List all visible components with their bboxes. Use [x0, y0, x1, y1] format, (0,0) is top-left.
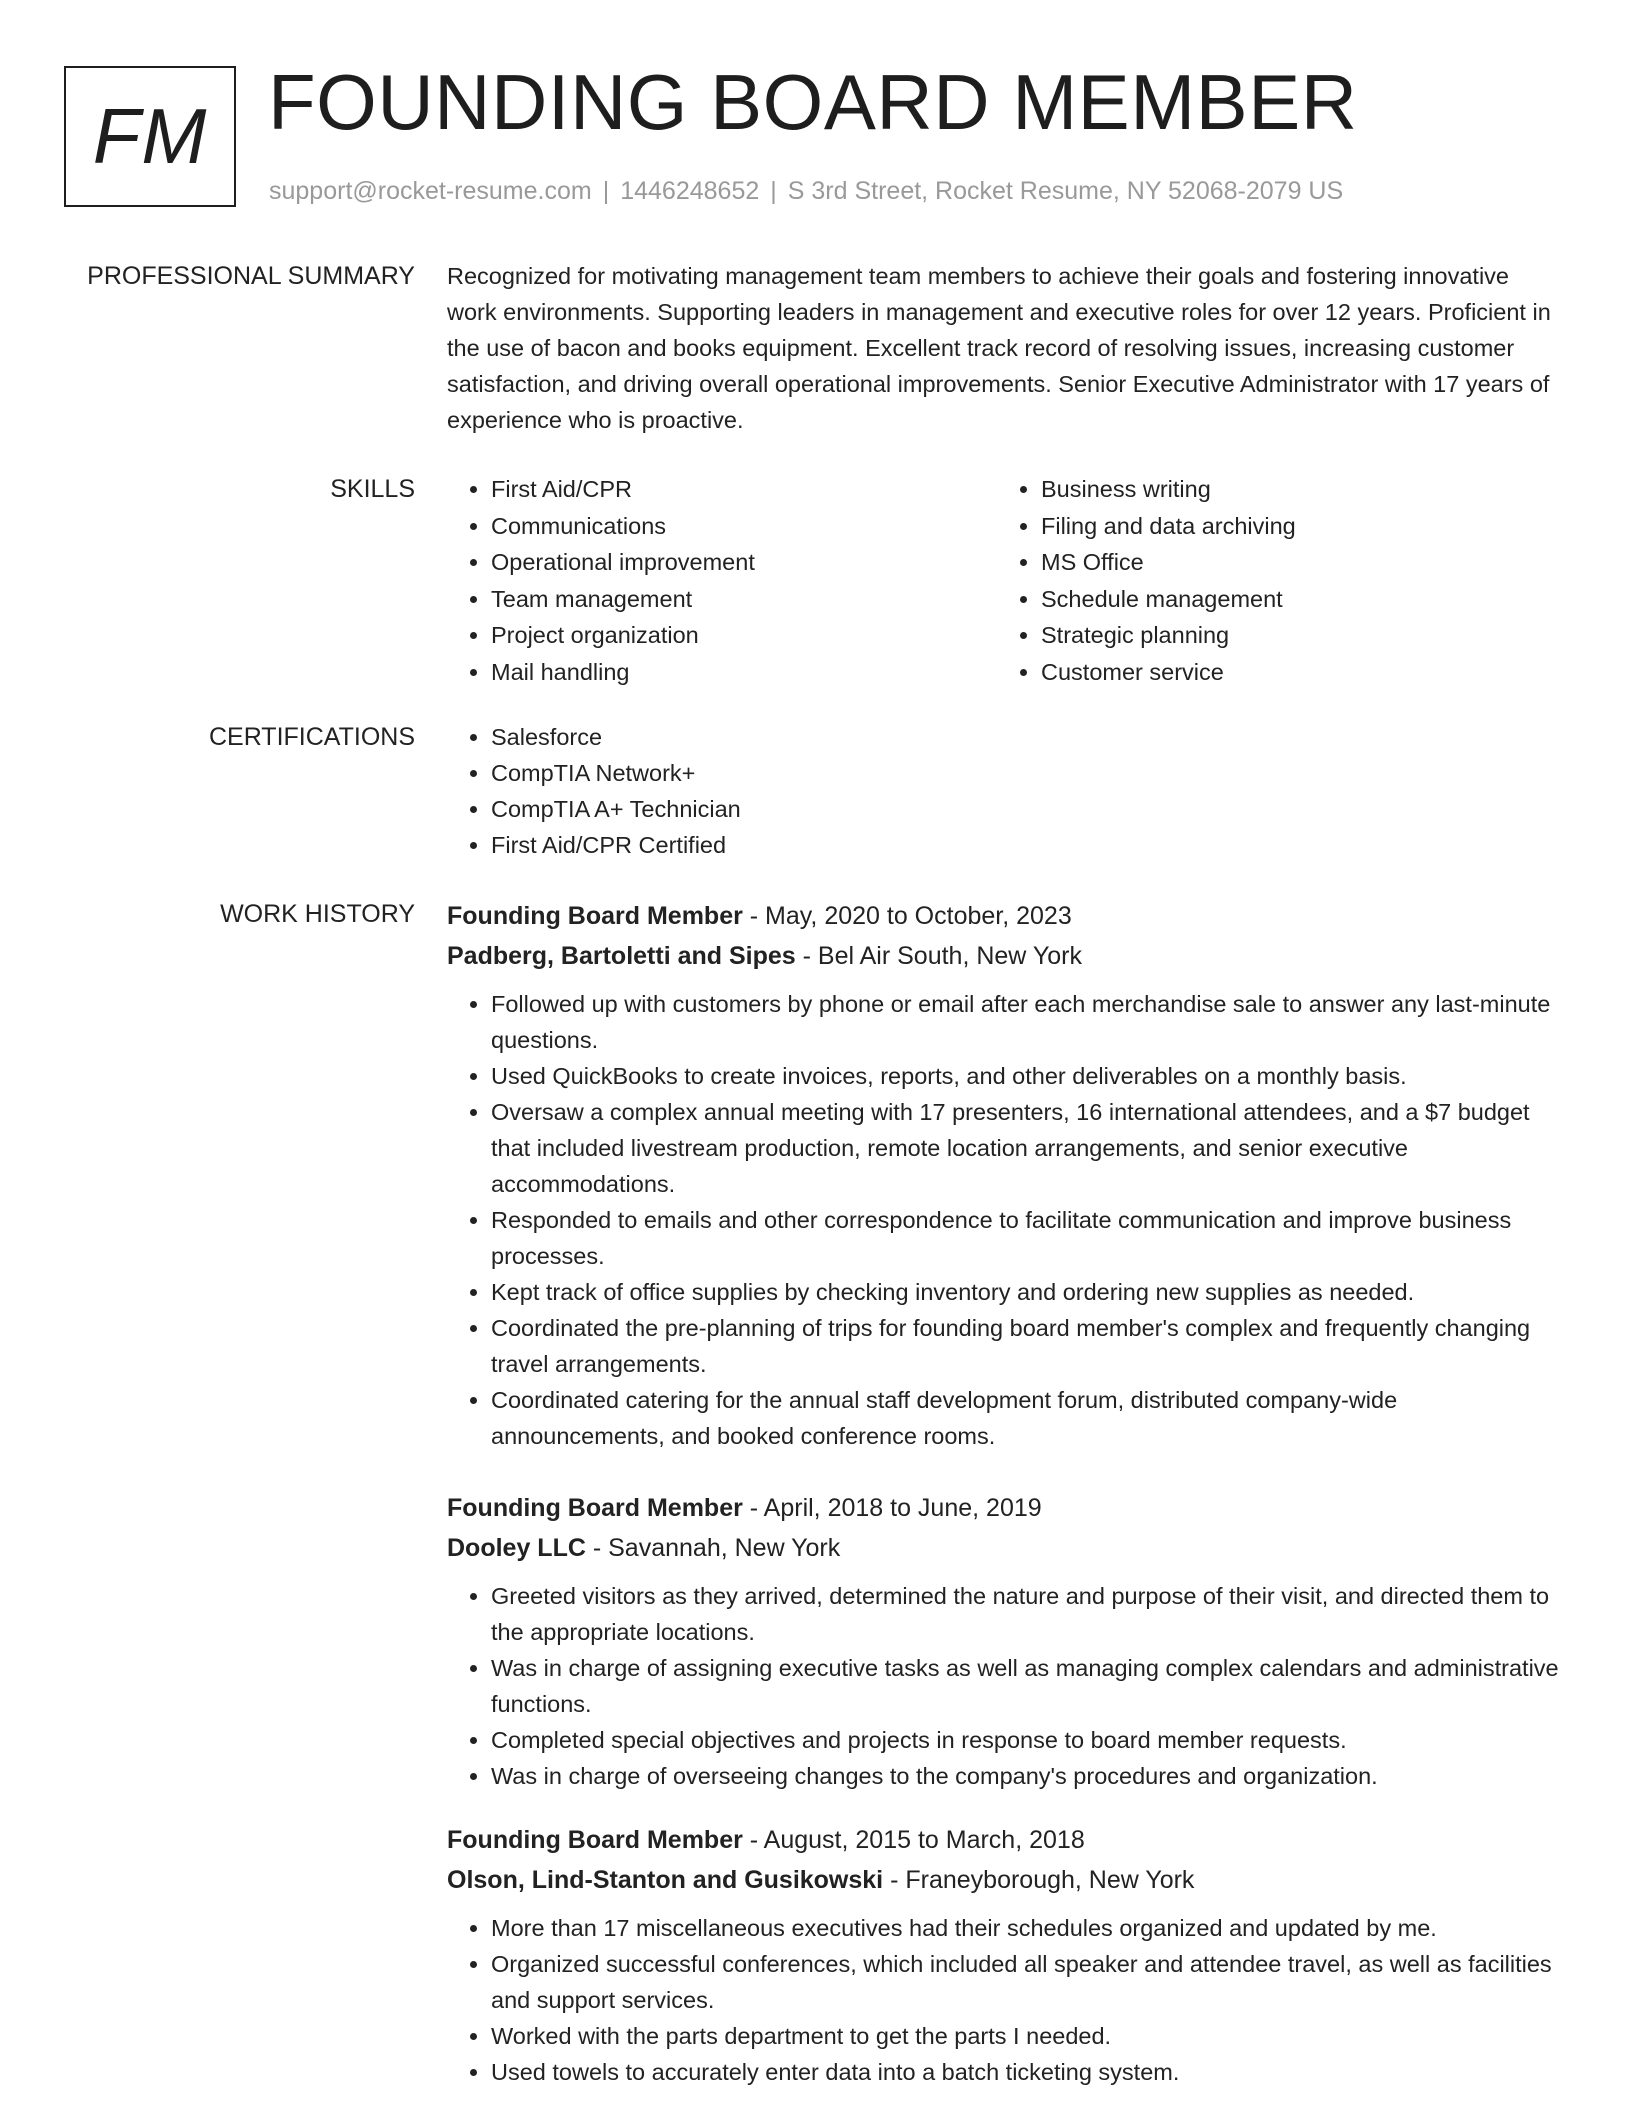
certification-item: • CompTIA A+ Technician: [491, 791, 1562, 827]
job-company: Olson, Lind-Stanton and Gusikowski: [447, 1866, 884, 1894]
job-bullet: • Used towels to accurately enter data into a batch ticketing system.: [491, 2054, 1562, 2090]
job-company-line: [447, 936, 1562, 976]
monogram-box: [64, 66, 236, 207]
job-entry: [447, 896, 1562, 1454]
job-bullet: • Coordinated catering for the annual staff development forum, distributed company-wide announcements, and booked conference rooms.: [491, 1382, 1562, 1454]
certification-item: • First Aid/CPR Certified: [491, 827, 1562, 863]
certifications-list: [447, 719, 1562, 863]
job-title-line: [447, 896, 1562, 936]
job-bullet: • More than 17 miscellaneous executives had their schedules organized and updated by me.: [491, 1910, 1562, 1946]
skills-list-right: [997, 471, 1547, 690]
skill-item: • First Aid/CPR: [491, 471, 997, 508]
job-title: Founding Board Member: [447, 902, 743, 930]
job-location: - Franeyborough, New York: [890, 1866, 1195, 1894]
job-dates: - August, 2015 to March, 2018: [749, 1826, 1085, 1854]
job-bullets: [447, 1578, 1562, 1794]
skill-item: • MS Office: [1041, 544, 1547, 581]
job-location: - Bel Air South, New York: [802, 942, 1082, 970]
section-label-summary: PROFESSIONAL SUMMARY: [87, 262, 415, 290]
job-title-line: [447, 1488, 1562, 1528]
job-bullet: • Followed up with customers by phone or email after each merchandise sale to answer any last-minute questions.: [491, 986, 1562, 1058]
job-bullet: • Oversaw a complex annual meeting with 17 presenters, 16 international attendees, and a $7 budget that included livestream production, remote location arrangements, and senior executive accommodations.: [491, 1094, 1562, 1202]
job-dates: - May, 2020 to October, 2023: [749, 902, 1072, 930]
job-bullet: • Worked with the parts department to get the parts I needed.: [491, 2018, 1562, 2054]
contact-line: [269, 174, 1343, 208]
contact-address: S 3rd Street, Rocket Resume, NY 52068-2079 US: [787, 177, 1344, 205]
job-location: - Savannah, New York: [592, 1534, 841, 1562]
job-company-line: [447, 1528, 1562, 1568]
skill-item: • Operational improvement: [491, 544, 997, 581]
job-entry: [447, 1488, 1562, 1794]
job-dates: - April, 2018 to June, 2019: [749, 1494, 1042, 1522]
job-bullet: • Used QuickBooks to create invoices, reports, and other deliverables on a monthly basis.: [491, 1058, 1562, 1094]
job-bullet: • Greeted visitors as they arrived, determined the nature and purpose of their visit, and directed them to the appropriate locations.: [491, 1578, 1562, 1650]
skill-item: • Communications: [491, 508, 997, 545]
job-company: Padberg, Bartoletti and Sipes: [447, 942, 796, 970]
job-bullets: [447, 1910, 1562, 2090]
skills-list-left: [447, 471, 997, 690]
job-bullets: [447, 986, 1562, 1454]
job-bullet: • Kept track of office supplies by checking inventory and ordering new supplies as needed.: [491, 1274, 1562, 1310]
job-bullet: • Completed special objectives and projects in response to board member requests.: [491, 1722, 1562, 1758]
skills-body: [447, 471, 1562, 690]
job-title-line: [447, 1820, 1562, 1860]
section-label-certifications: CERTIFICATIONS: [208, 723, 415, 751]
work-history-body: [447, 896, 1562, 2116]
monogram-initials: FM: [92, 92, 208, 180]
certification-item: • CompTIA Network+: [491, 755, 1562, 791]
job-company-line: [447, 1860, 1562, 1900]
skill-item: • Mail handling: [491, 654, 997, 691]
skill-item: • Business writing: [1041, 471, 1547, 508]
skill-item: • Filing and data archiving: [1041, 508, 1547, 545]
contact-separator: |: [602, 177, 610, 205]
job-bullet: • Was in charge of overseeing changes to the company's procedures and organization.: [491, 1758, 1562, 1794]
certification-item: • Salesforce: [491, 719, 1562, 755]
job-bullet: • Coordinated the pre-planning of trips for founding board member's complex and frequently changing travel arrangements.: [491, 1310, 1562, 1382]
job-entry: [447, 1820, 1562, 2090]
certifications-body: [447, 719, 1562, 863]
section-label-work-history: WORK HISTORY: [220, 900, 415, 928]
contact-email: support@rocket-resume.com: [269, 177, 592, 205]
skill-item: • Strategic planning: [1041, 617, 1547, 654]
summary-body: [447, 258, 1562, 438]
job-company: Dooley LLC: [447, 1534, 586, 1562]
skill-item: • Project organization: [491, 617, 997, 654]
section-label-skills: SKILLS: [330, 475, 415, 503]
contact-phone: 1446248652: [620, 177, 760, 205]
job-bullet: • Was in charge of assigning executive tasks as well as managing complex calendars and administrative functions.: [491, 1650, 1562, 1722]
job-bullet: • Organized successful conferences, which included all speaker and attendee travel, as well as facilities and support services.: [491, 1946, 1562, 2018]
contact-separator: |: [770, 177, 777, 205]
skill-item: • Customer service: [1041, 654, 1547, 691]
job-title: Founding Board Member: [447, 1826, 743, 1854]
job-title: Founding Board Member: [447, 1494, 743, 1522]
job-bullet: • Responded to emails and other correspondence to facilitate communication and improve business processes.: [491, 1202, 1562, 1274]
summary-text: Recognized for motivating management team members to achieve their goals and fostering innovative work environments. Supporting leaders in management and executive roles for over 12 years. Proficient in the use of bacon and books equipment. Excellent track record of resolving issues, increasing customer satisfaction, and driving overall operational improvements. Senior Executive Administrator with 17 years of experience who is proactive.: [447, 263, 1551, 433]
skill-item: • Schedule management: [1041, 581, 1547, 618]
skill-item: • Team management: [491, 581, 997, 618]
resume-title: FOUNDING BOARD MEMBER: [268, 58, 1358, 146]
